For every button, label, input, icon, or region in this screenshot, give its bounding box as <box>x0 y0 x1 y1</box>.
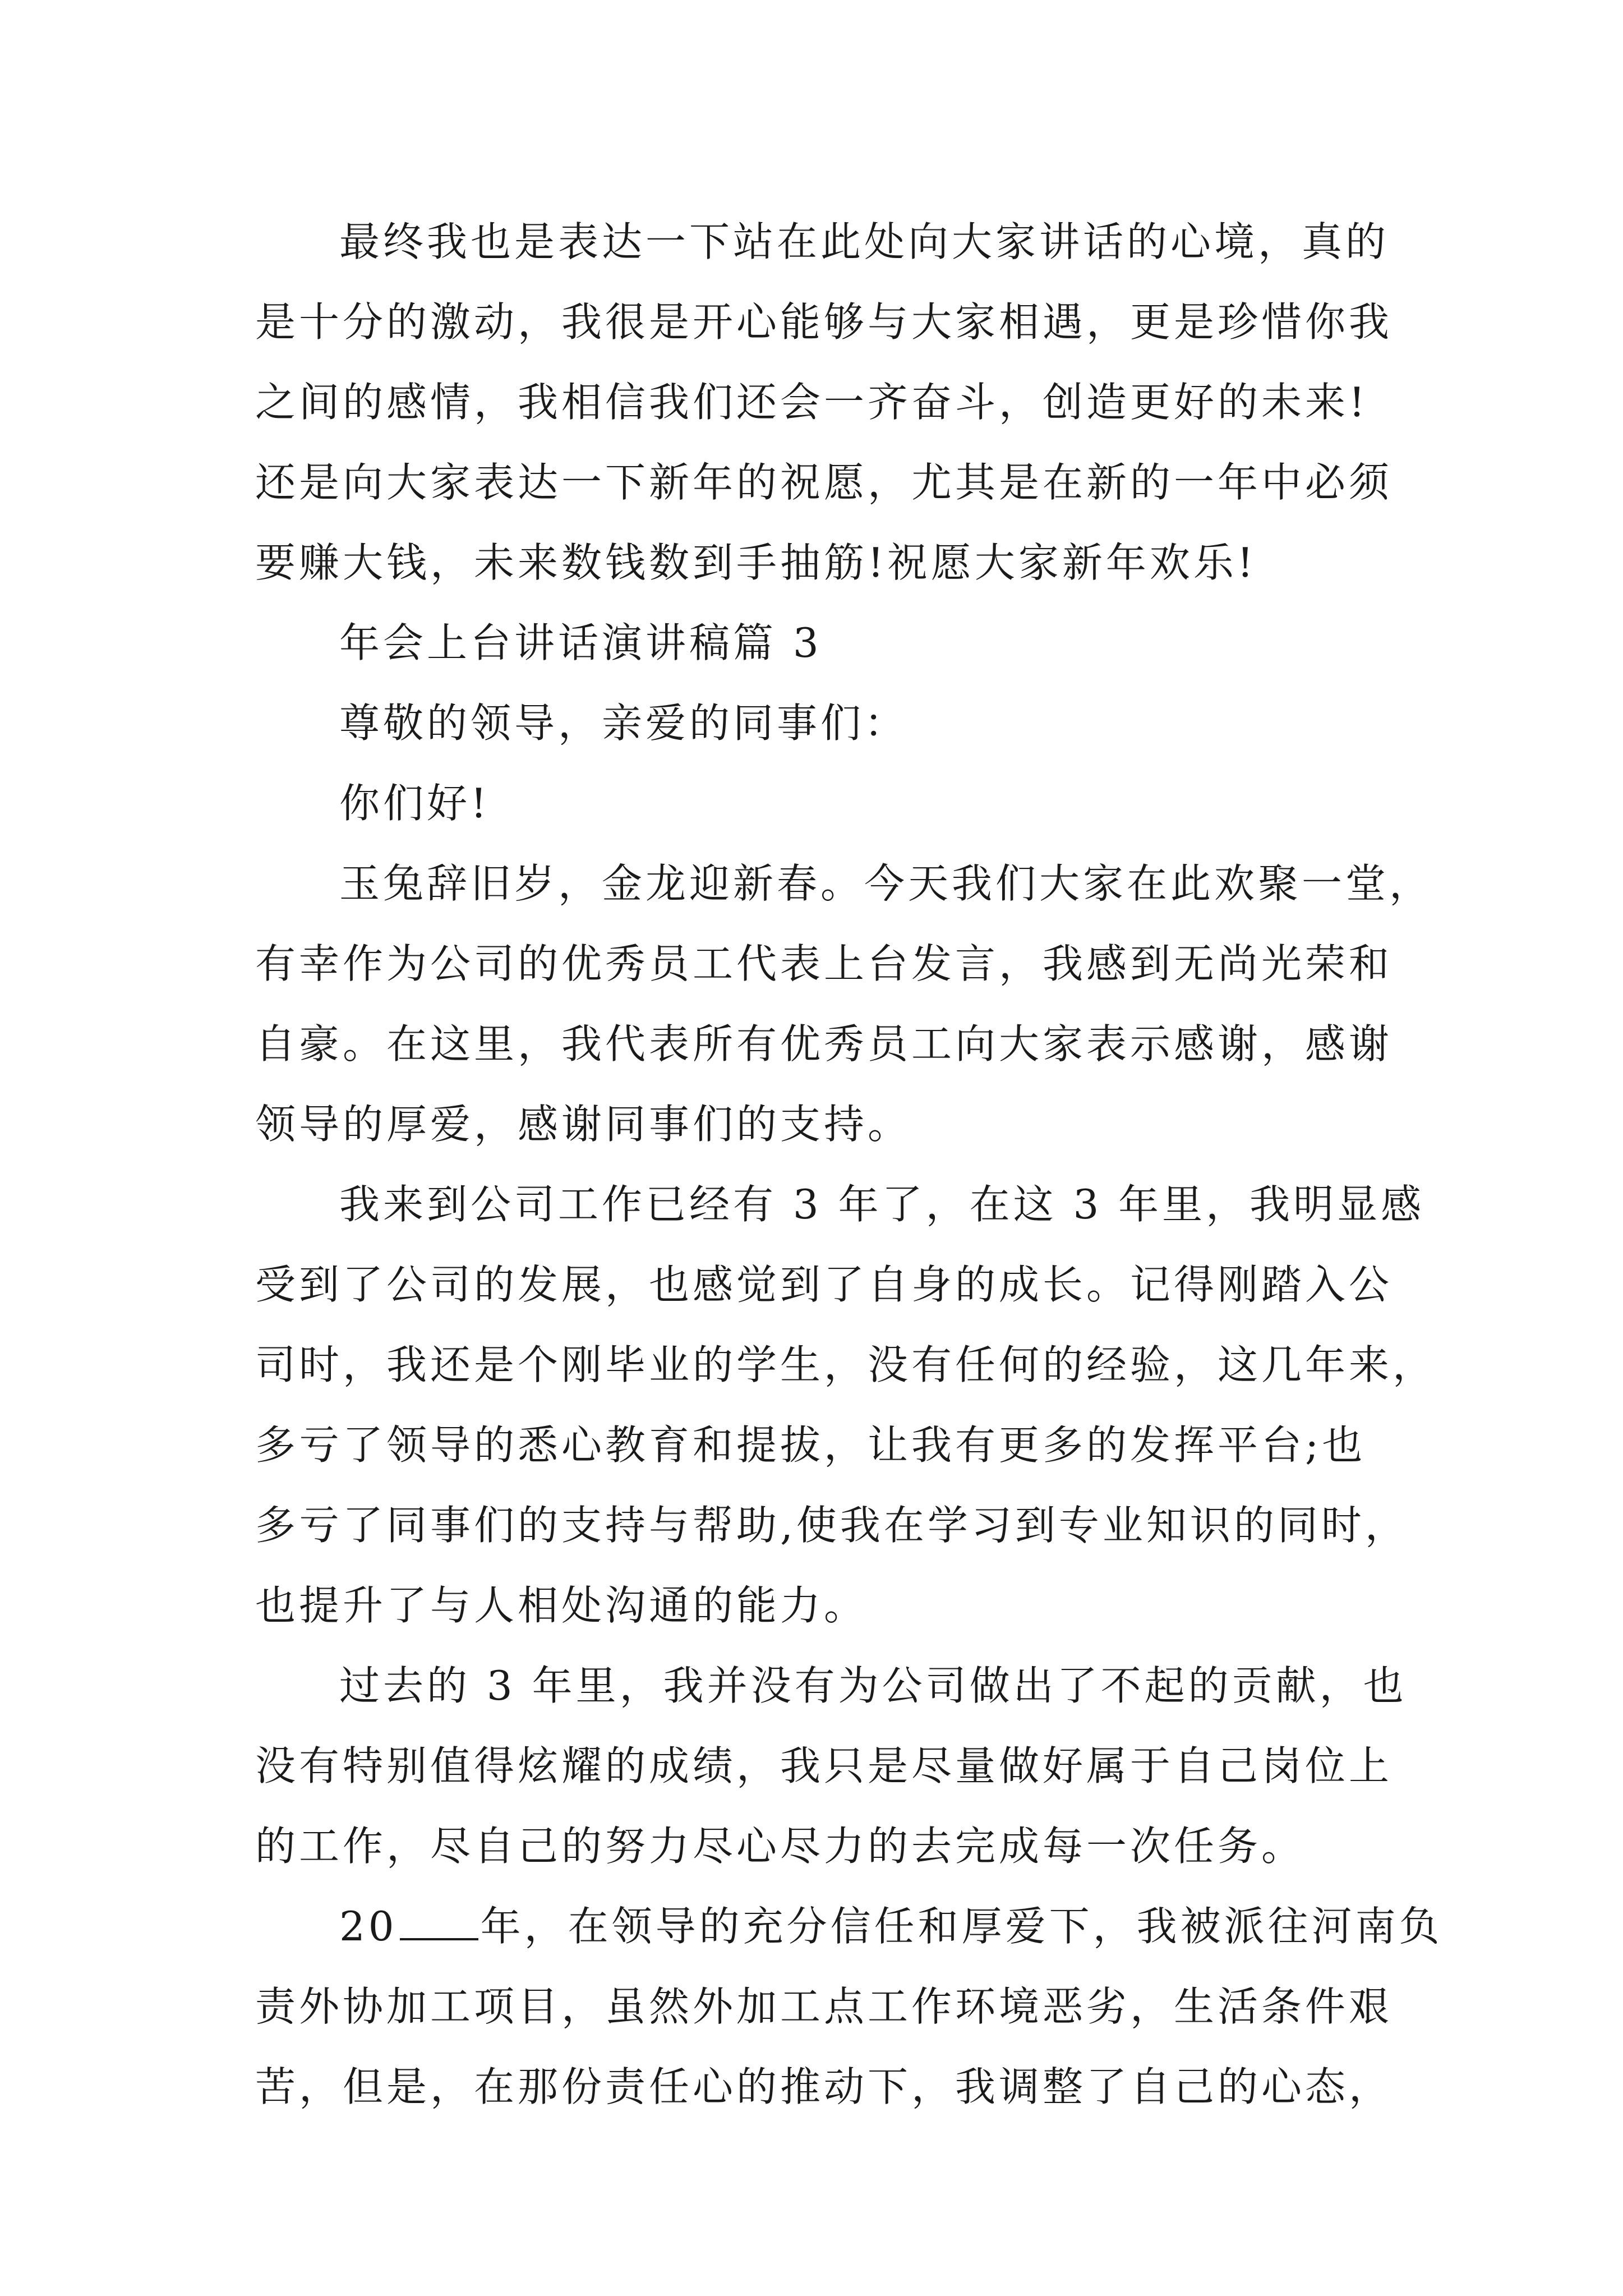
text-line-17: 多亏了同事们的支持与帮助,使我在学习到专业知识的同时， <box>255 1502 1409 1549</box>
text-line-1: 最终我也是表达一下站在此处向大家讲话的心境，真的 <box>339 218 1390 265</box>
text-line-24: 苦，但是，在那份责任心的推动下，我调整了自己的心态， <box>255 2063 1393 2110</box>
text-line-16: 多亏了领导的悉心教育和提拔，让我有更多的发挥平台;也 <box>255 1421 1366 1469</box>
text-line-23: 责外协加工项目，虽然外加工点工作环境恶劣，生活条件艰 <box>255 1983 1393 2030</box>
line-22-rest: 年，在领导的充分信任和厚爱下，我被派往河南负 <box>480 1903 1443 1950</box>
text-line-19: 过去的 3 年里，我并没有为公司做出了不起的贡献，也 <box>339 1662 1407 1709</box>
text-line-12: 领导的厚爱，感谢同事们的支持。 <box>255 1101 912 1148</box>
text-line-3: 之间的感情，我相信我们还会一齐奋斗，创造更好的未来! <box>255 379 1368 426</box>
section-heading: 年会上台讲话演讲稿篇 3 <box>339 619 822 666</box>
text-line-14: 受到了公司的发展，也感觉到了自身的成长。记得刚踏入公 <box>255 1261 1393 1308</box>
blank-underline <box>400 1899 478 1940</box>
text-line-20: 没有特别值得炫耀的成绩，我只是尽量做好属于自己岗位上 <box>255 1742 1393 1789</box>
text-line-4: 还是向大家表达一下新年的祝愿，尤其是在新的一年中必须 <box>255 459 1393 506</box>
document-body <box>255 202 1443 2127</box>
text-line-18: 也提升了与人相处沟通的能力。 <box>255 1582 868 1629</box>
text-line-5: 要赚大钱，未来数钱数到手抽筋!祝愿大家新年欢乐! <box>255 539 1257 586</box>
text-line-15: 司时，我还是个刚毕业的学生，没有任何的经验，这几年来， <box>255 1341 1437 1388</box>
year-prefix: 20 <box>339 1903 398 1950</box>
text-line-10: 有幸作为公司的优秀员工代表上台发言，我感到无尚光荣和 <box>255 940 1393 987</box>
text-line-2: 是十分的激动，我很是开心能够与大家相遇，更是珍惜你我 <box>255 298 1393 346</box>
text-line-9: 玉兔辞旧岁，金龙迎新春。今天我们大家在此欢聚一堂， <box>339 860 1433 907</box>
greeting: 你们好! <box>339 780 490 827</box>
text-line-11: 自豪。在这里，我代表所有优秀员工向大家表示感谢，感谢 <box>255 1020 1393 1068</box>
salutation: 尊敬的领导，亲爱的同事们： <box>339 700 909 747</box>
text-line-22 <box>255 1887 1443 1967</box>
text-line-21: 的工作，尽自己的努力尽心尽力的去完成每一次任务。 <box>255 1823 1306 1870</box>
text-line-13: 我来到公司工作已经有 3 年了，在这 3 年里，我明显感 <box>339 1181 1425 1228</box>
